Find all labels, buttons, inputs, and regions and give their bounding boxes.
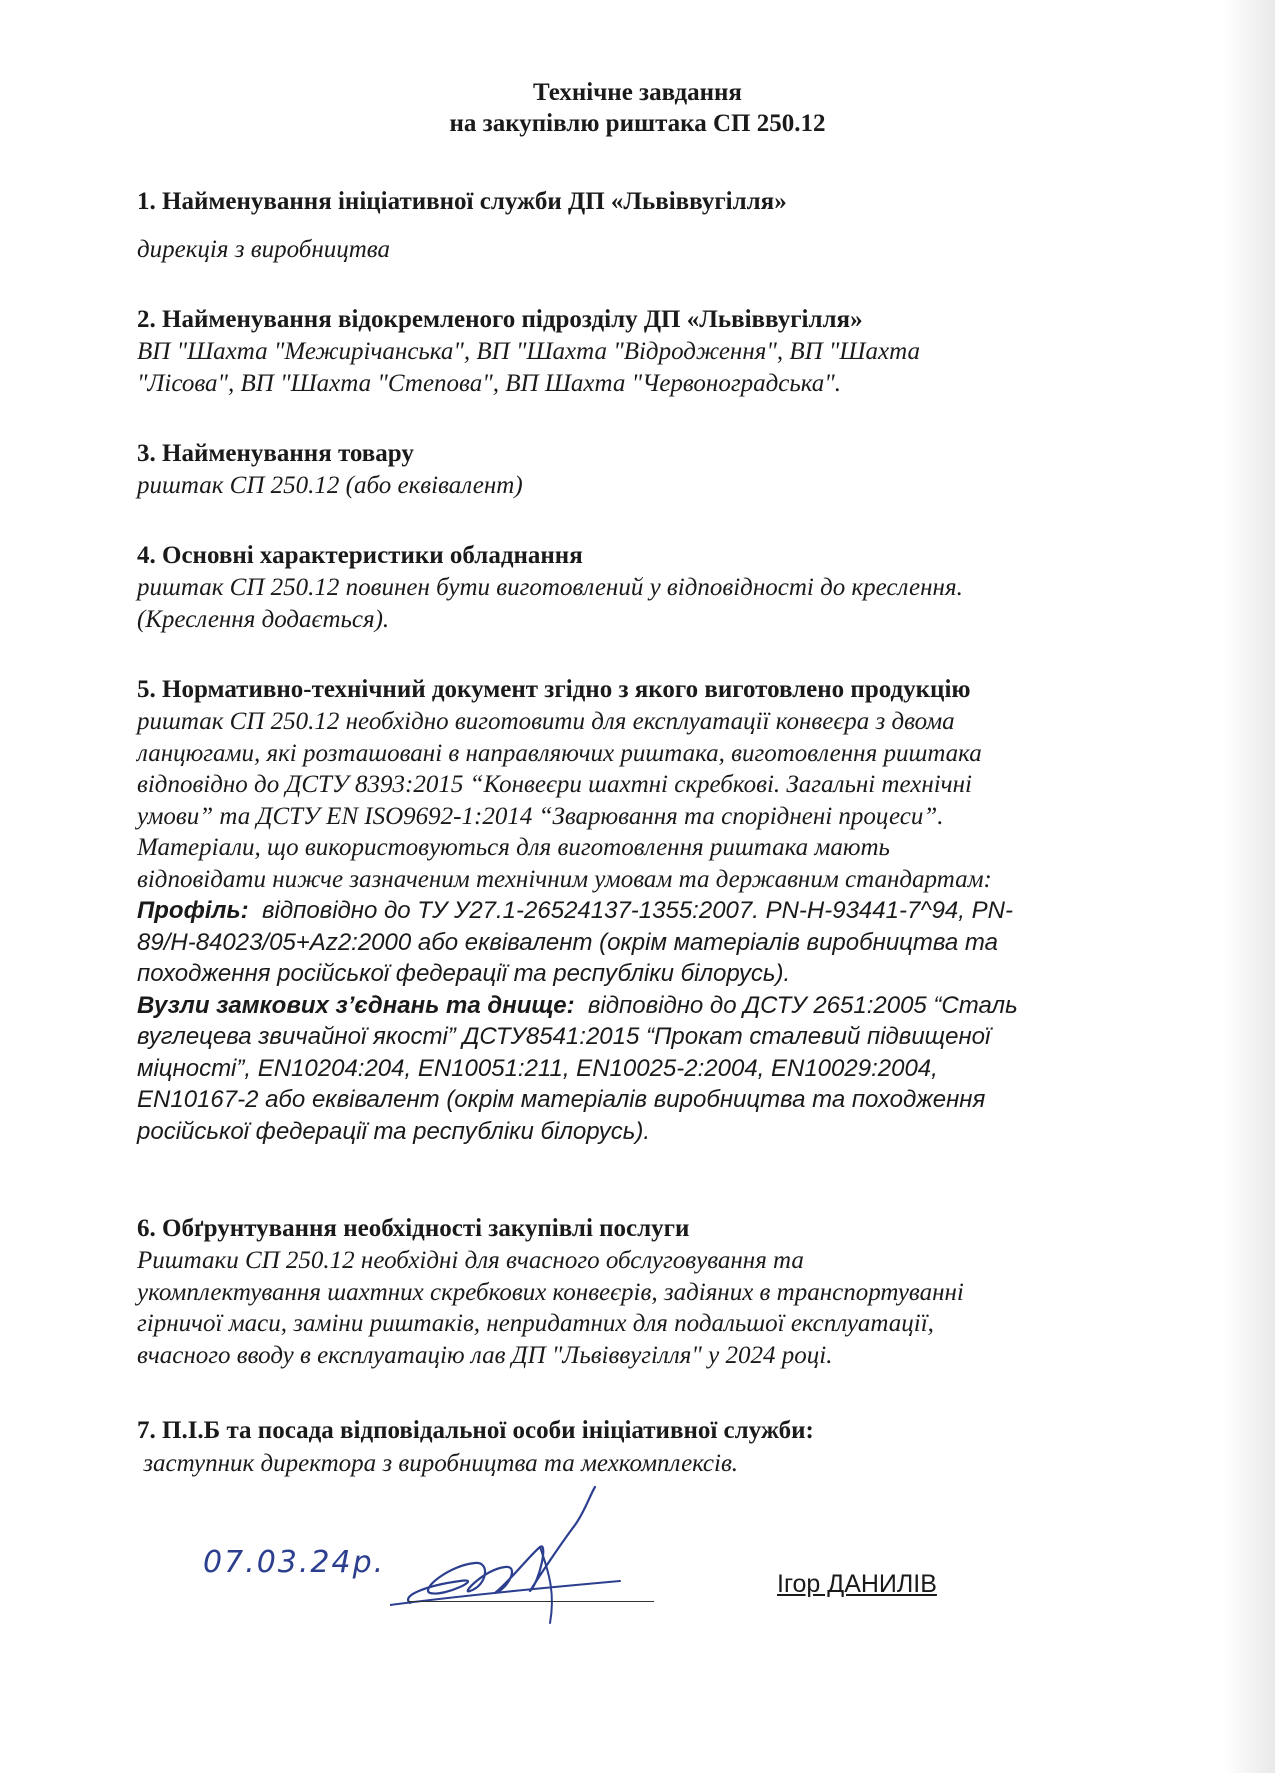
- section-6-heading: 6. Обґрунтування необхідності закупівлі послуги: [137, 1215, 690, 1242]
- section-2-text: [137, 336, 1142, 399]
- section-7-line: заступник директора з виробництва та мехкомплексів.: [137, 1450, 739, 1477]
- section-5-heading: 5. Нормативно-технічний документ згідно з якого виготовлено продукцію: [137, 676, 971, 703]
- section-6-line: Риштаки СП 250.12 необхідні для вчасного обслуговування та: [137, 1247, 804, 1274]
- section-1-text: [137, 234, 1142, 266]
- handwritten-date: 07.03.24р.: [203, 1545, 386, 1580]
- section-3-line: риштак СП 250.12 (або еквівалент): [137, 472, 523, 499]
- nodes-line: російської федерації та республіки білорусь).: [137, 1117, 651, 1145]
- profile-label: Профіль:: [137, 897, 249, 924]
- section-2-line: "Лісова", ВП "Шахта "Степова", ВП Шахта "Червоноградська".: [137, 369, 842, 397]
- section-6-text: [137, 1245, 1142, 1371]
- profile-line: походження російської федерації та республіки білорусь).: [137, 960, 791, 987]
- document-title: Технічне завдання: [533, 79, 742, 106]
- nodes-line: міцності”, EN10204:204, EN10051:211, EN10025-2:2004, EN10029:2004,: [137, 1054, 938, 1082]
- nodes-line: вуглецева звичайної якості” ДСТУ8541:2015 “Прокат сталевий підвищеної: [137, 1023, 991, 1050]
- section-5-line: ланцюгами, які розташовані в направляючих риштака, виготовлення риштака: [137, 739, 982, 767]
- section-4-heading: 4. Основні характеристики обладнання: [137, 542, 583, 569]
- nodes-line: відповідно до ДСТУ 2651:2005 “Сталь: [587, 991, 1018, 1019]
- section-4-line: риштак СП 250.12 повинен бути виготовлений у відповідності до креслення.: [137, 574, 963, 601]
- section-2-heading: 2. Найменування відокремленого підрозділу ДП «Львіввугілля»: [137, 306, 863, 333]
- section-4-text: [137, 572, 1142, 635]
- section-7-text: [137, 1448, 1142, 1480]
- section-3-heading: 3. Найменування товару: [137, 440, 414, 467]
- scan-edge-shadow: [1223, 0, 1275, 1773]
- nodes-line: EN10167-2 або еквівалент (окрім матеріалів виробництва та походження: [137, 1086, 986, 1113]
- section-1-line: дирекція з виробництва: [137, 236, 390, 263]
- section-3-text: [137, 470, 1142, 502]
- signature-line: [408, 1601, 654, 1602]
- handwritten-signature: [390, 1485, 650, 1625]
- profile-line: 89/H-84023/05+Az2:2000 або еквівалент (окрім матеріалів виробництва та: [137, 928, 998, 956]
- section-5-line: Матеріали, що використовуються для виготовлення риштака мають: [137, 834, 890, 861]
- section-6-line: укомплектування шахтних скребкових конвеєрів, задіяних в транспортуванні: [137, 1278, 964, 1306]
- section-5-line: відповідати нижче зазначеним технічним умовам та державним стандартам:: [137, 865, 992, 893]
- section-5-line: відповідно до ДСТУ 8393:2015 “Конвеєри шахтні скребкові. Загальні технічні: [137, 771, 972, 798]
- section-7-heading: 7. П.І.Б та посада відповідальної особи ініціативної служби:: [137, 1417, 814, 1444]
- section-5-line: умови” та ДСТУ EN ISO9692-1:2014 “Зварювання та споріднені процеси”.: [137, 802, 944, 830]
- section-2-line: ВП "Шахта "Межирічанська", ВП "Шахта "Відродження", ВП "Шахта: [137, 338, 920, 365]
- nodes-paragraph: [137, 990, 1142, 1022]
- section-1-heading: 1. Найменування ініціативної служби ДП «Львіввугілля»: [137, 188, 787, 215]
- section-6-line: гірничої маси, заміни риштаків, непридатних для подальшої експлуатації,: [137, 1310, 934, 1337]
- document-subtitle: на закупівлю риштака СП 250.12: [449, 110, 826, 137]
- profile-paragraph: [137, 895, 1142, 927]
- profile-line: відповідно до ТУ У27.1-26524137-1355:2007. PN-H-93441-7^94, PN-: [262, 897, 1013, 924]
- section-4-line: (Креслення додається).: [137, 605, 390, 633]
- section-5-line: риштак СП 250.12 необхідно виготовити для експлуатації конвеєра з двома: [137, 708, 955, 735]
- section-5-text: [137, 706, 1142, 1147]
- signer-name: Ігор ДАНИЛІВ: [777, 1570, 937, 1598]
- section-6-line: вчасного вводу в експлуатацію лав ДП "Львіввугілля" у 2024 році.: [137, 1341, 833, 1369]
- nodes-label: Вузли замкових з’єднань та днище:: [137, 991, 575, 1019]
